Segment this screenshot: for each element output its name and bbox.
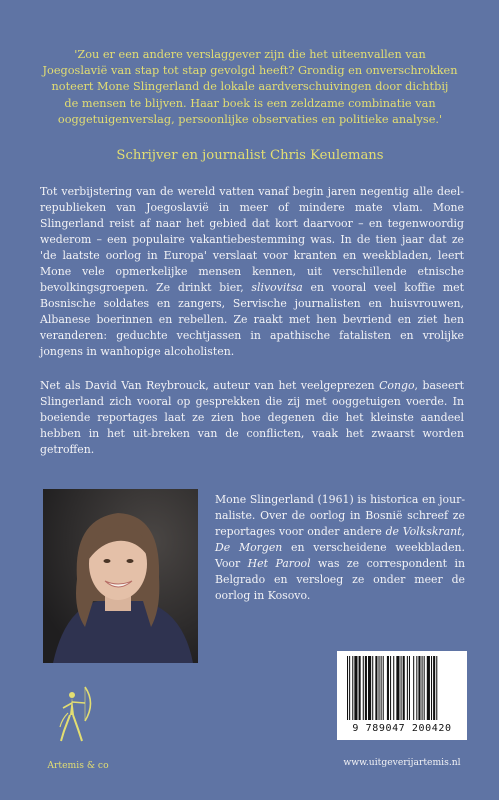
italic-term: slivovitsa [251,280,303,294]
text-run: was ze correspondent in Belgrado en versloeg ze onder meer de oorlog in Kosovo. [215,556,465,602]
synopsis-paragraph-2 [40,378,464,458]
publisher-name: Artemis & co [47,760,109,771]
text-run: Mone Slingerland (1961) is historica en jour-naliste. Over de oorlog in Bosnië schreef ze reportages voor onder andere [215,493,465,538]
italic-newspaper: de Volkskrant [385,524,462,538]
text-run: , baseert Slingerland zich vooral op gesprekken die zij met ooggetuigen voerde. In boeiende reportages laat ze zien hoe degenen die het kleinste aandeel hebben in het uit-breken van de conflicten, vaak het zwaarst worden getroffen. [40,379,464,456]
back-cover-quote [40,47,460,128]
text-run: en verscheidene weekbladen. Voor [215,540,466,570]
text-run: en vooral veel koffie met Bosnische soldates en zangers, Servische journalisten en huisvrouwen, Albanese boerinnen en rebellen. Ze raakt met hen bevriend en ziet hen veranderen: geduchte vechtjassen in apathische fatalisten en vrolijke jongens in wanhopige alcoholisten. [40,280,464,358]
quote-line: Joegoslavië van stap tot stap gevolgd heeft? Grondig en onverschrokken [42,64,458,78]
barcode-bars [337,651,467,723]
text-run: Net als David Van Reybrouck, auteur van het veelgeprezen [40,379,380,392]
quote-attribution: Schrijver en journalist Chris Keulemans [116,148,384,163]
quote-line: noteert Mone Slingerland de lokale aardverschuivingen door dichtbij [51,80,449,94]
quote-line: ooggetuigenverslag, persoonlijke observaties en politieke analyse.' [57,112,443,126]
quote-line: 'Zou er een andere verslaggever zijn die het uiteenvallen van [74,48,426,61]
barcode-digits: 9 789047 200420 [352,723,452,734]
italic-newspaper: De Morgen [215,540,283,554]
isbn-barcode [337,651,467,740]
publisher-website: www.uitgeverijartemis.nl [343,757,461,768]
text-run: , [461,524,465,538]
italic-newspaper: Het Parool [247,556,311,570]
synopsis-paragraph-1 [40,184,464,359]
text-run: Tot verbijstering van de wereld vatten vanaf begin jaren negentig alle deel-republieken van Joegoslavië in meer of mindere mate vlam. Mone Slingerland reist af naar het gebied dat kort daarvoor – en tegenwoordig wederom – een populaire vakantiebestemming was. In de tien jaar dat ze 'de laatste oorlog in Europa' verslaat voor kranten en weekbladen, leert Mone vele opmerkelijke mensen kennen, uit verschillende etnische bevolkingsgroepen. Ze drinkt bier, [40,185,464,294]
author-photo [43,489,198,663]
quote-line: de mensen te blijven. Haar boek is een zeldzame combinatie van [64,96,436,110]
author-bio [215,492,465,604]
italic-book-title: Congo [379,379,415,392]
archer-logo-icon [58,683,98,745]
